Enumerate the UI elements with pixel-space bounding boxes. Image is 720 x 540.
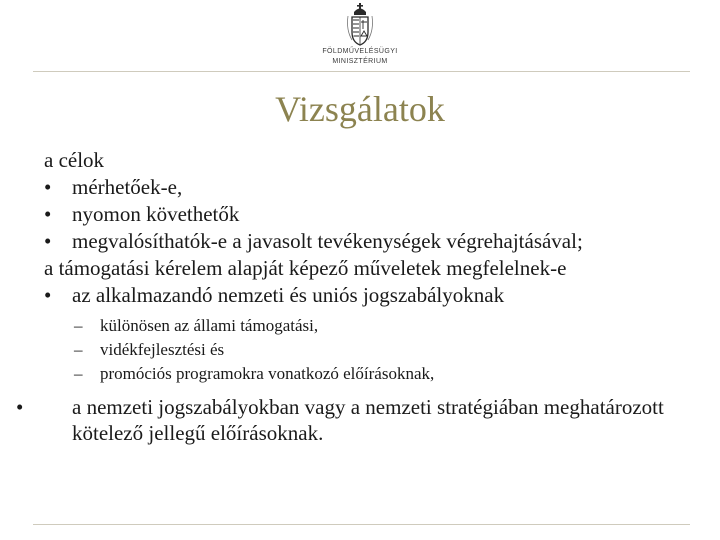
bullet-item-text: mérhetőek-e, [72, 175, 183, 199]
bullet-item [44, 282, 694, 309]
bullet-item [44, 201, 694, 228]
bullet-icon: • [44, 283, 52, 307]
plain-line-text: a célok [44, 148, 105, 172]
bullet-item [44, 228, 694, 255]
plain-line [44, 255, 694, 282]
bullet-item-text: a nemzeti jogszabályokban vagy a nemzeti stratégiában meghatározott kötelező jellegű előírásoknak. [72, 395, 664, 445]
sub-list-item-text: különösen az állami támogatási, [100, 316, 319, 335]
bullet-item-text: az alkalmazandó nemzeti és uniós jogszabályoknak [72, 283, 505, 307]
sub-list-item-text: vidékfejlesztési és [100, 340, 225, 359]
sub-list-item [44, 362, 694, 386]
coat-of-arms-icon [345, 2, 375, 46]
bullet-icon: • [16, 395, 24, 419]
bullet-icon: • [44, 229, 52, 253]
dash-icon: – [74, 316, 83, 335]
bullet-item-text: nyomon követhetők [72, 202, 240, 226]
footer-divider [33, 524, 690, 525]
bullet-icon: • [44, 175, 52, 199]
bullet-icon: • [44, 202, 52, 226]
dash-icon: – [74, 340, 83, 359]
slide-body [16, 147, 694, 446]
ministry-name-line1: FÖLDMŰVELÉSÜGYI [322, 48, 398, 55]
plain-line-text: a támogatási kérelem alapját képező műveletek megfelelnek-e [44, 256, 567, 280]
dash-icon: – [74, 364, 83, 383]
ministry-name-line2: MINISZTÉRIUM [332, 58, 388, 65]
slide-title: Vizsgálatok [275, 89, 445, 129]
header-divider [33, 71, 690, 72]
sub-list-item-text: promóciós programokra vonatkozó előírásoknak, [100, 364, 435, 383]
plain-line [44, 147, 694, 174]
bullet-item [16, 394, 694, 446]
sub-list [44, 314, 694, 386]
sub-list-item [44, 314, 694, 338]
bullet-item-text: megvalósíthatók-e a javasolt tevékenységek végrehajtásával; [72, 229, 583, 253]
bullet-item [44, 174, 694, 201]
sub-list-item [44, 338, 694, 362]
